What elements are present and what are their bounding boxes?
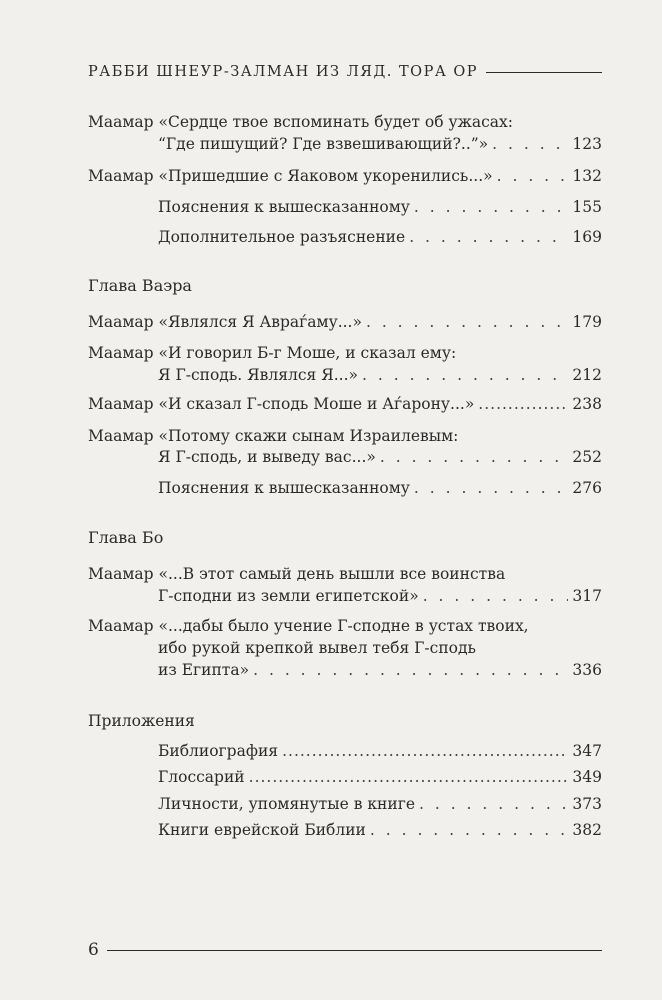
dot-leader	[497, 166, 569, 186]
toc-entry-line1: Маамар «Являлся Я Авраѓаму...»	[88, 313, 362, 331]
toc-entry-line1: Маамар «...В этот самый день вышли все воинства	[88, 565, 506, 583]
toc-entry-line1: Маамар «Потому скажи сынам Израилевым:	[88, 427, 459, 445]
toc-page-number: 349	[572, 768, 602, 786]
toc-entry	[88, 166, 602, 186]
toc-entry-line1: Маамар «Сердце твое вспоминать будет об ужасах:	[88, 113, 514, 131]
toc-entry-line1: Личности, упомянутые в книге	[158, 795, 415, 813]
toc-entry-line2: Я Г-сподь, и выведу вас...»	[158, 448, 376, 466]
toc-entry	[88, 394, 602, 414]
section-title-appendix: Приложения	[88, 712, 195, 730]
toc-entry	[158, 365, 602, 385]
toc-entry-line1: Маамар «Пришедшие с Яаковом укоренились...»	[88, 167, 493, 185]
toc-page-number: 347	[572, 742, 602, 760]
toc-entry-line3: из Египта»	[158, 661, 250, 679]
dot-leader	[249, 767, 569, 787]
toc-entry-line2: ибо рукой крепкой вывел тебя Г-сподь	[158, 639, 476, 657]
running-header	[88, 64, 602, 80]
toc-entry-line2: Я Г-сподь. Являлся Я...»	[158, 366, 359, 384]
toc-page-number: 373	[572, 795, 602, 813]
toc-entry	[158, 820, 602, 840]
toc-entry-line1: Книги еврейской Библии	[158, 821, 366, 839]
toc-entry-line1: Дополнительное разъяснение	[158, 228, 406, 246]
dot-leader	[414, 197, 568, 217]
toc-entry-line1: Библиография	[158, 742, 279, 760]
dot-leader	[282, 741, 568, 761]
toc-page-number: 382	[572, 821, 602, 839]
toc-entry	[158, 660, 602, 680]
toc-page-number: 179	[572, 313, 602, 331]
toc-entry	[158, 794, 602, 814]
toc-entry-line1: Пояснения к вышесказанному	[158, 198, 410, 216]
dot-leader	[253, 660, 568, 680]
toc-page-number: 276	[572, 479, 602, 497]
footer-rule	[107, 950, 602, 951]
toc-entry	[158, 447, 602, 467]
dot-leader	[370, 820, 569, 840]
dot-leader	[366, 312, 568, 332]
dot-leader	[419, 794, 568, 814]
toc-entry	[158, 197, 602, 217]
toc-entry-line1: Маамар «И говорил Б-г Моше, и сказал ему:	[88, 344, 457, 362]
toc-entry-line2: Г-сподни из земли египетской»	[158, 587, 419, 605]
toc-entry	[158, 134, 602, 154]
dot-leader	[414, 478, 568, 498]
dot-leader	[362, 365, 568, 385]
toc-page-number: 238	[572, 395, 602, 413]
toc-entry	[158, 478, 602, 498]
section-title-vaera: Глава Ваэра	[88, 276, 192, 295]
toc-page-number: 336	[572, 661, 602, 679]
toc-entry-line1: Маамар «...дабы было учение Г-сподне в устах твоих,	[88, 617, 529, 635]
dot-leader	[478, 394, 568, 414]
toc-entry	[158, 586, 602, 606]
toc-entry-line1: Маамар «И сказал Г-сподь Моше и Аѓарону...»	[88, 395, 475, 413]
toc-page-number: 123	[572, 135, 602, 153]
toc-entry	[158, 767, 602, 787]
toc-entry	[158, 227, 602, 247]
toc-entry	[158, 741, 602, 761]
toc-entry-line2: “Где пишущий? Где взвешивающий?..”»	[158, 135, 489, 153]
toc-entry-line1: Глоссарий	[158, 768, 245, 786]
section-title-bo: Глава Бо	[88, 528, 164, 547]
header-rule	[486, 72, 602, 73]
toc-page-number: 317	[572, 587, 602, 605]
dot-leader	[409, 227, 568, 247]
dot-leader	[380, 447, 569, 467]
toc-page-number: 155	[572, 198, 602, 216]
toc-page-number: 252	[572, 448, 602, 466]
toc-entry-line1: Пояснения к вышесказанному	[158, 479, 410, 497]
dot-leader	[423, 586, 569, 606]
page-number: 6	[88, 940, 99, 960]
running-title: РАББИ ШНЕУР-ЗАЛМАН ИЗ ЛЯД. ТОРА ОР	[88, 64, 479, 80]
toc-entry	[88, 312, 602, 332]
page-footer	[88, 940, 602, 960]
toc-page-number: 132	[572, 167, 602, 185]
toc-page-number: 169	[572, 228, 602, 246]
dot-leader	[492, 134, 568, 154]
toc-page-number: 212	[572, 366, 602, 384]
